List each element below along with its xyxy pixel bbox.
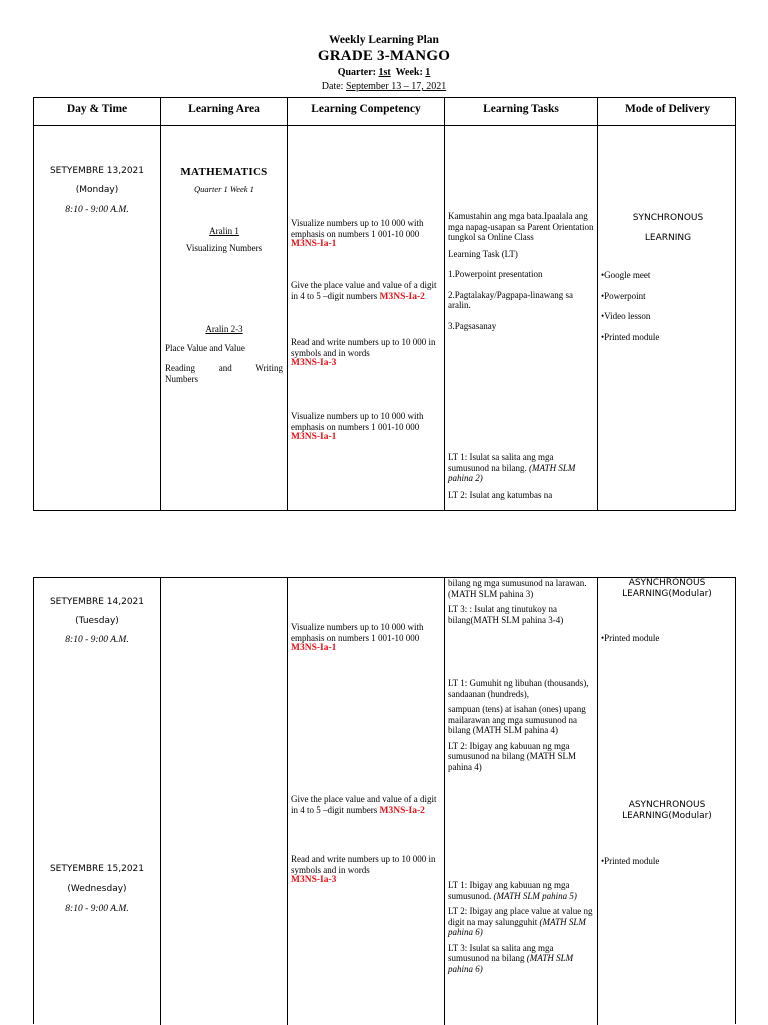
task-d2-lt2 (448, 906, 594, 938)
competency-text: Visualize numbers up to 10 000 with emphasis on numbers 1 001-10 000 (291, 411, 424, 432)
task-d2-lt1 (448, 880, 594, 901)
competency-1 (291, 218, 441, 250)
delivery-mode: SYNCHRONOUS LEARNING (632, 213, 704, 243)
day-time: 8:10 - 9:00 A.M. (65, 205, 129, 215)
competency-2 (291, 280, 441, 302)
day-cell-monday (34, 166, 160, 216)
quarter-week-line (0, 67, 768, 78)
competency-1 (291, 622, 441, 654)
competency-text: Give the place value and value of a digit in 4 to 5 –digit numbers (291, 280, 437, 301)
day-time: 8:10 - 9:00 A.M. (65, 635, 129, 645)
task-continued: bilang ng mga sumusunod na larawan. (MATH SLM pahina 3) (448, 578, 587, 599)
learning-area-cell (161, 166, 287, 194)
delivery-mode: ASYNCHRONOUS LEARNING(Modular) (622, 578, 712, 599)
delivery-item: •Printed module (601, 856, 660, 866)
competency-code: M3NS-Ia-2 (379, 291, 425, 302)
tasks-day1-b (448, 678, 594, 772)
col-divider (597, 98, 598, 510)
week-label: Week: (395, 67, 423, 78)
competency-text: Read and write numbers up to 10 000 in symbols and in words (291, 854, 436, 875)
competency-code: M3NS-Ia-2 (379, 805, 425, 816)
delivery-item: •Powerpoint (601, 290, 646, 301)
day-cell-tuesday (34, 597, 160, 646)
competency-4 (291, 411, 441, 443)
aralin-2-3-topic2b: Numbers (165, 373, 198, 384)
subject-subtitle: Quarter 1 Week 1 (194, 184, 254, 194)
grade-title: GRADE 3-MANGO (317, 48, 451, 64)
day-date: SETYEMBRE 15,2021 (49, 864, 145, 874)
day-weekday: (Wednesday) (67, 884, 127, 894)
aralin-1 (161, 226, 287, 253)
competency-2 (291, 794, 441, 816)
delivery-item: •Video lesson (601, 311, 651, 321)
quarter-label: Quarter: (337, 67, 377, 78)
date-line (0, 81, 768, 92)
task-intro: Kamustahin ang mga bata.Ipaalala ang mga napag-usapan sa Parent Orientation tungkol sa Online Class (448, 211, 594, 242)
plan-title: Weekly Learning Plan (329, 34, 439, 46)
task-lt1b: sampuan (tens) at isahan (ones) upang mailarawan ang mga sumusunod na bilang (MATH SLM pahina 4) (448, 704, 586, 735)
tasks-block (448, 211, 594, 331)
delivery-mode: ASYNCHRONOUS LEARNING(Modular) (622, 800, 712, 821)
table1-header-divider (34, 125, 735, 126)
aralin-2-3-topic2a: Reading and Writing (165, 363, 283, 373)
aralin-1-title: Aralin 1 (209, 226, 239, 236)
col-header-learning-competency: Learning Competency (311, 103, 421, 115)
task-lt2: LT 2: Isulat ang katumbas na (448, 489, 553, 500)
col-divider (160, 578, 161, 1025)
col-header-day-time: Day & Time (66, 103, 128, 115)
task-lt2: LT 2: Ibigay ang kabuuan ng mga sumusunod na bilang (MATH SLM pahina 4) (448, 740, 576, 772)
col-header-learning-area: Learning Area (188, 103, 260, 115)
task-lt1: LT 1: Gumuhit ng libuhan (thousands), sandaanan (hundreds), (448, 678, 589, 699)
competency-code: M3NS-Ia-1 (291, 239, 337, 249)
task-lt1-ref: (MATH SLM pahina 2) (448, 462, 576, 483)
competency-code: M3NS-Ia-1 (291, 432, 337, 442)
col-header-mode-of-delivery: Mode of Delivery (625, 103, 710, 115)
day-weekday: (Monday) (75, 185, 119, 195)
delivery-item: •Printed module (601, 633, 660, 643)
competency-text: Give the place value and value of a digit in 4 to 5 –digit numbers (291, 794, 437, 815)
day-time: 8:10 - 9:00 A.M. (65, 904, 129, 914)
competency-text: Read and write numbers up to 10 000 in symbols and in words (291, 337, 436, 358)
aralin-2-3-topic1: Place Value and Value (165, 342, 245, 353)
task-d2-lt3-text: LT 3: Isulat sa salita ang mga sumusunod na bilang (448, 942, 554, 963)
day-date: SETYEMBRE 13,2021 (49, 166, 145, 176)
week-value: 1 (425, 67, 431, 78)
tasks-day1 (448, 578, 594, 625)
col-divider (287, 578, 288, 1025)
day-cell-wednesday (34, 864, 160, 915)
plan-table-1 (33, 97, 736, 511)
aralin-1-topic: Visualizing Numbers (185, 242, 263, 253)
date-label: Date: (321, 81, 344, 92)
competency-text: Visualize numbers up to 10 000 with emphasis on numbers 1 001-10 000 (291, 622, 424, 643)
task-d2-lt2-ref: (MATH SLM pahina 6) (448, 916, 586, 937)
tasks-lt-block (448, 452, 594, 500)
competency-3 (291, 854, 441, 886)
task-lt-heading: Learning Task (LT) (448, 248, 518, 259)
col-divider (160, 98, 161, 510)
day-weekday: (Tuesday) (75, 616, 119, 626)
competency-code: M3NS-Ia-3 (291, 358, 337, 368)
col-divider (597, 578, 598, 1025)
competency-text: Visualize numbers up to 10 000 with emphasis on numbers 1 001-10 000 (291, 218, 424, 239)
col-divider (444, 98, 445, 510)
task-d2-lt1-ref: (MATH SLM pahina 5) (493, 890, 577, 901)
task-item-1: 1.Powerpoint presentation (448, 269, 543, 279)
aralin-2-3-title: Aralin 2-3 (205, 324, 243, 334)
subject-title: MATHEMATICS (180, 166, 268, 178)
competency-code: M3NS-Ia-3 (291, 875, 337, 885)
aralin-2-3 (165, 324, 283, 384)
task-d2-lt2-text: LT 2: Ibigay ang place value at value ng digit na may salungguhit (448, 906, 593, 927)
task-lt3: LT 3: : Isulat ang tinutukoy na bilang(MATH SLM pahina 3-4) (448, 604, 564, 625)
col-divider (287, 98, 288, 510)
tasks-day2 (448, 880, 594, 974)
quarter-value: 1st (378, 67, 391, 78)
task-item-2: 2.Pagtalakay/Pagpapa-linawang sa aralin. (448, 289, 573, 310)
delivery-list (601, 270, 731, 342)
task-lt1-text: LT 1: Isulat sa salita ang mga sumusunod na bilang. (448, 452, 554, 473)
competency-code: M3NS-Ia-1 (291, 643, 337, 653)
task-lt1 (448, 452, 594, 484)
task-d2-lt1-text: LT 1: Ibigay ang kabuuan ng mga sumusunod. (448, 880, 570, 901)
delivery-item: •Printed module (601, 331, 660, 342)
task-d2-lt3 (448, 943, 594, 975)
task-item-3: 3.Pagsasanay (448, 320, 497, 331)
competency-3 (291, 337, 441, 369)
delivery-item: •Google meet (601, 270, 651, 280)
col-divider (444, 578, 445, 1025)
day-date: SETYEMBRE 14,2021 (49, 597, 145, 607)
plan-table-2 (33, 577, 736, 1024)
task-d2-lt3-ref: (MATH SLM pahina 6) (448, 953, 574, 974)
col-header-learning-tasks: Learning Tasks (483, 103, 559, 115)
date-value: September 13 – 17, 2021 (345, 81, 447, 92)
